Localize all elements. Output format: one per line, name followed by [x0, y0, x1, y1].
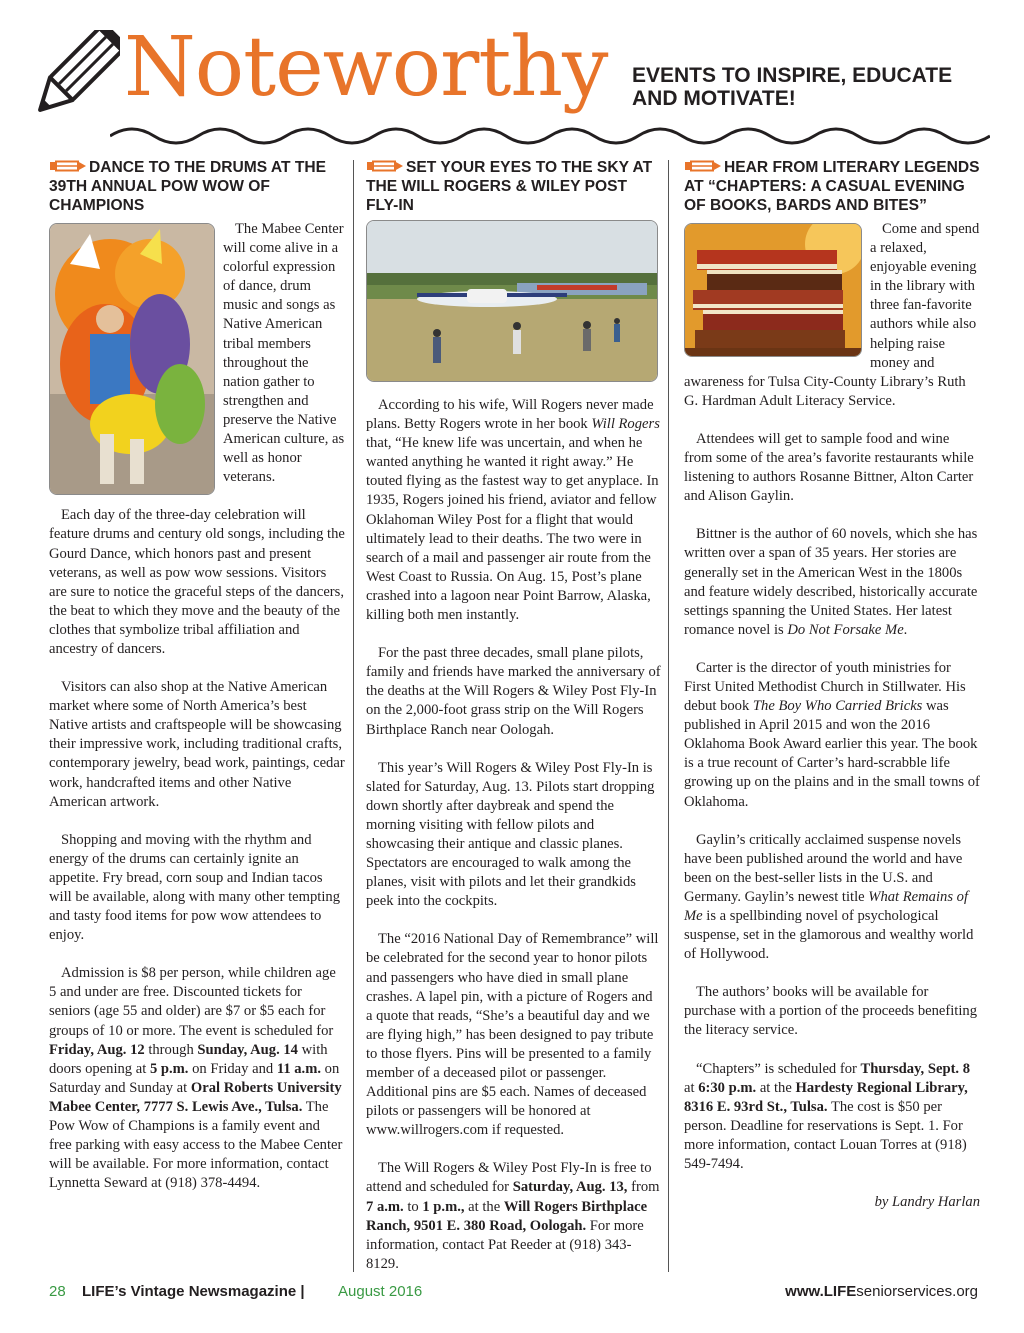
paragraph: Gaylin’s critically acclaimed suspense novels have been published around the world and have been on the best-seller lists in the U.S. and Germany. Gaylin’s newest title What Remains of Me is a spellbinding novel of psychological suspense, set in the glamorous and wealthy world of Hollywood.	[684, 831, 974, 963]
tagline-line-1: EVENTS TO INSPIRE, EDUCATE	[632, 64, 953, 87]
paragraph: According to his wife, Will Rogers never made plans. Betty Rogers wrote in her book Will Rogers that, “He knew life was uncertain, and when he wanted anything he wanted it right away.” He touted flying as the fastest way to get anyplace. In 1935, Rogers joined his friend, aviator and fellow Oklahoman Wiley Post for a flight that would ultimately lead to their deaths. The two were in search of a mail and passenger air route from the West Coast to Russia. On Aug. 15, Post’s plane crashed into a lagoon near Point Barrow, Alaska, killing both men instantly.	[366, 397, 660, 624]
pencil-icon	[684, 160, 722, 172]
paragraph: The Will Rogers & Wiley Post Fly-In is free to attend and scheduled for Saturday, Aug. 13, from 7 a.m. to 1 p.m., at the Will Rogers Birthplace Ranch, 9501 E. 380 Road, Oologah. For more information, contact Pat Reeder at (918) 343-8129.	[366, 1160, 660, 1272]
paragraph: Bittner is the author of 60 novels, which she has written over a span of 35 years. Her stories are generally set in the American West in the 1800s and feature widely described, historically accurate settings spanning the United States. Her latest romance novel is Do Not Forsake Me.	[684, 526, 978, 638]
paragraph: Each day of the three-day celebration will feature drums and century old songs, including the Gourd Dance, which honors past and present veterans, as well as pow wow sessions. Visitors are sure to notice the graceful steps of the dancers, the beat to which they move and the beauty of the clothes that symbolize tribal affiliation and ancestry of dancers.	[49, 507, 345, 657]
paragraph: Carter is the director of youth ministries for First United Methodist Church in Stillwater. His debut book The Boy Who Carried Bricks was published in April 2015 and won the 2016 Oklahoma Book Award earlier this year. The book is a true recount of Carter’s hard-scrabble life growing up on the plains and in the small towns of Oklahoma.	[684, 659, 980, 810]
header-wave-divider	[110, 118, 990, 148]
article-pow-wow	[49, 158, 345, 1212]
article-headline	[684, 158, 980, 215]
paragraph: Admission is $8 per person, while children age 5 and under are free. Discounted tickets for seniors (age 55 and older) are $7 or $5 each for groups of 10 or more. The event is scheduled for Friday, Aug. 12 through Sunday, Aug. 14 with doors opening at 5 p.m. on Friday and 11 a.m. on Saturday and Sunday at Oral Roberts University Mabee Center, 7777 S. Lewis Ave., Tulsa. The Pow Wow of Champions is a family event and free parking with easy access to the Mabee Center will be available. For more information, contact Lynnetta Seward at (918) 378-4494.	[49, 965, 343, 1192]
masthead-tagline	[632, 64, 952, 110]
column-divider-1	[353, 160, 354, 1272]
paragraph: Come and spend a relaxed, enjoyable evening in the library with three fan-favorite authors while also helping raise money and awareness for Tulsa City-County Library’s Ruth G. Hardman Adult Literacy Service.	[684, 221, 980, 409]
pencil-icon	[28, 30, 120, 122]
article-photo-books	[684, 223, 862, 357]
article-headline-text: HEAR FROM LITERARY LEGENDS AT “CHAPTERS: A CASUAL EVENING OF BOOKS, BARDS AND BITES”	[684, 159, 980, 214]
pencil-icon	[49, 160, 87, 172]
article-headline-text: DANCE TO THE DRUMS AT THE 39TH ANNUAL POW WOW OF CHAMPIONS	[49, 159, 327, 214]
paragraph: The authors’ books will be available for purchase with a portion of the proceeds benefiting the literacy service.	[684, 984, 977, 1039]
article-photo-dancer	[49, 223, 215, 495]
article-photo-planes	[366, 220, 658, 382]
page-number: 28	[49, 1283, 66, 1300]
paragraph: Visitors can also shop at the Native American market where some of North America’s best Native artists and craftspeople will be showcasing their impressive work, including traditional crafts, contemporary jewelry, bead work, paintings, cedar work, handcrafted items and other Native American artwork.	[49, 679, 345, 810]
paragraph: The “2016 National Day of Remembrance” will be celebrated for the second year to honor pilots and passengers who have died in small plane crashes. A lapel pin, with a picture of Rogers and a quote that reads, “She’s a beautiful day and we are flying high,” has been designed to pay tribute to those flyers. Pins will be presented to a family member of a deceased pilot or passenger. Additional pins are $5 each. Names of deceased pilots or passengers will be honored at www.willrogers.com if requested.	[366, 931, 659, 1139]
footer-separator: |	[300, 1283, 305, 1300]
byline: by Landry Harlan	[874, 1194, 980, 1211]
masthead-title: Noteworthy	[124, 20, 608, 115]
paragraph: This year’s Will Rogers & Wiley Post Fly-In is slated for Saturday, Aug. 13. Pilots start dropping down shortly after daybreak and spend the morning visiting with fellow pilots and showcasing their antique and classic planes. Spectators are encouraged to walk among the planes, visit with pilots and let their grandkids peek into the cockpits.	[366, 759, 655, 910]
paragraph: “Chapters” is scheduled for Thursday, Sept. 8 at 6:30 p.m. at the Hardesty Regional Library, 8316 E. 93rd St., Tulsa. The cost is $50 per person. Deadline for reservations is Sept. 1. For more information, contact Louan Torres at (918) 549-7494.	[684, 1060, 971, 1173]
article-headline	[49, 158, 345, 215]
paragraph: Shopping and moving with the rhythm and energy of the drums can certainly ignite an appetite. Fry bread, corn soup and Indian tacos will be available, along with many other tempting and tasty food items for pow wow attendees to enjoy.	[49, 831, 340, 944]
paragraph: For the past three decades, small plane pilots, family and friends have marked the anniversary of the deaths at the Will Rogers & Wiley Post Fly-In on the 2,000-foot grass strip on the Will Rogers Birthplace Ranch near Oologah.	[366, 645, 661, 738]
article-chapters	[684, 158, 980, 1212]
article-headline-text: SET YOUR EYES TO THE SKY AT THE WILL ROGERS & WILEY POST FLY-IN	[366, 159, 653, 214]
column-divider-2	[668, 160, 669, 1272]
tagline-line-2: AND MOTIVATE!	[632, 87, 796, 110]
paragraph: The Mabee Center will come alive in a colorful expression of dance, drum music and songs as Native American tribal members throughout the nation gather to strengthen and preserve the Native American culture, as well as honor veterans.	[223, 221, 345, 486]
website-url: www.LIFEseniorservices.org	[785, 1283, 978, 1300]
pencil-icon	[366, 160, 404, 172]
magazine-name: LIFE’s Vintage Newsmagazine |	[82, 1283, 305, 1300]
paragraph: Attendees will get to sample food and wine from some of the area’s favorite restaurants while listening to authors Rosanne Bittner, Alton Carter and Alison Gaylin.	[684, 430, 974, 505]
article-fly-in	[366, 158, 662, 1293]
article-headline	[366, 158, 662, 215]
issue-date: August 2016	[338, 1283, 423, 1300]
